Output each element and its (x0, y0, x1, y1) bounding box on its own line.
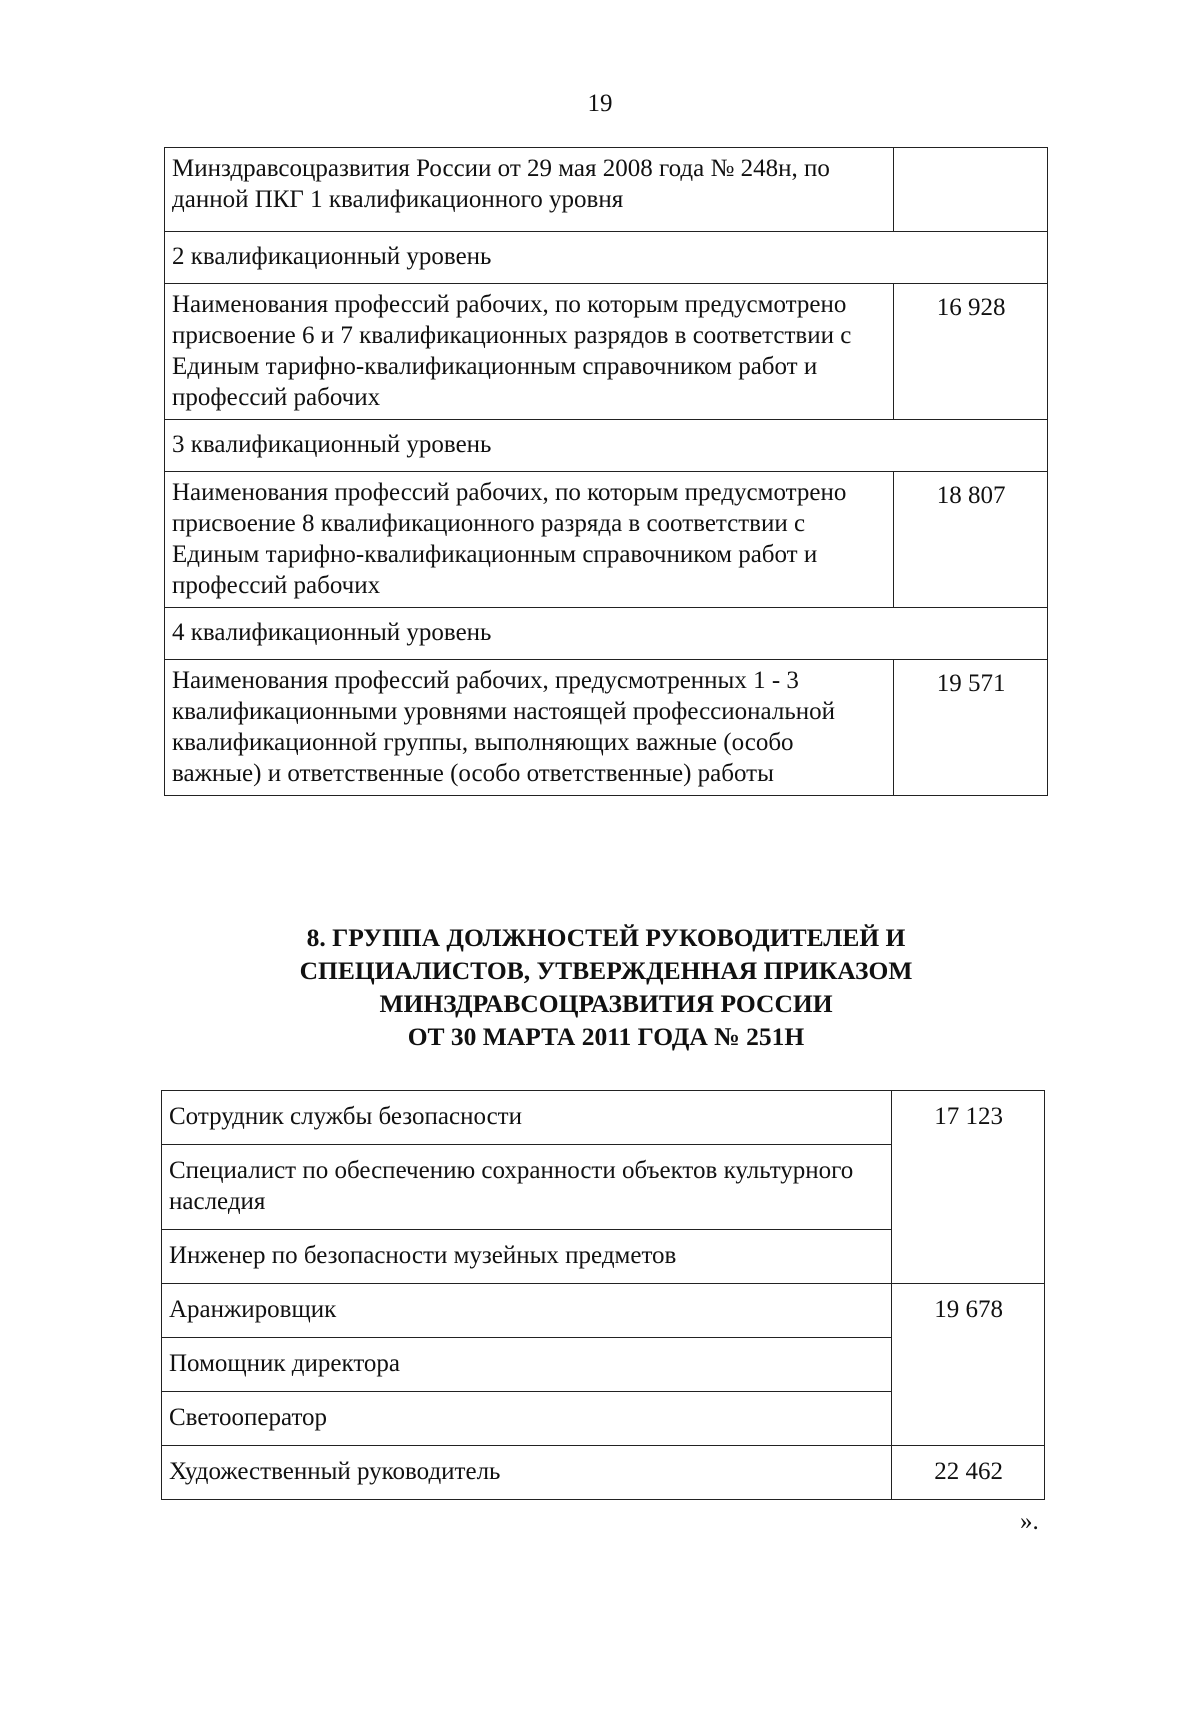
position-cell: Наименования профессий рабочих, по которым предусмотрено присвоение 6 и 7 квалификационных разрядов в соответствии с Единым тарифно-квалификационным справочником работ и профессий рабочих (165, 284, 894, 420)
table-row (162, 1284, 1045, 1338)
qualification-level-row (165, 232, 1048, 284)
position-cell: Наименования профессий рабочих, по которым предусмотрено присвоение 8 квалификационного разряда в соответствии с Единым тарифно-квалификационным справочником работ и профессий рабочих (165, 472, 894, 608)
qualification-level-row (165, 420, 1048, 472)
salary-table-upper (164, 147, 1048, 796)
closing-quote-mark: ». (1020, 1508, 1039, 1535)
page-number: 19 (587, 90, 613, 117)
salary-cell: 19 571 (894, 660, 1048, 796)
position-cell: Помощник директора (162, 1338, 892, 1392)
salary-cell: 17 123 (892, 1091, 1045, 1284)
salary-table-lower (161, 1090, 1045, 1500)
section-heading-line: СПЕЦИАЛИСТОВ, УТВЕРЖДЕННАЯ ПРИКАЗОМ (299, 956, 913, 985)
qualification-level-label: 2 квалификационный уровень (165, 232, 1048, 284)
table-row (165, 660, 1048, 796)
salary-cell: 16 928 (894, 284, 1048, 420)
qualification-level-row (165, 608, 1048, 660)
salary-cell: 18 807 (894, 472, 1048, 608)
table-row (165, 148, 1048, 232)
position-cell: Специалист по обеспечению сохранности объектов культурного наследия (162, 1145, 892, 1230)
table-row (162, 1091, 1045, 1145)
salary-cell (894, 148, 1048, 232)
position-cell: Светооператор (162, 1392, 892, 1446)
position-cell: Инженер по безопасности музейных предметов (162, 1230, 892, 1284)
salary-cell: 22 462 (892, 1446, 1045, 1500)
table-row (165, 284, 1048, 420)
section-heading-line: МИНЗДРАВСОЦРАЗВИТИЯ РОССИИ (379, 989, 833, 1018)
position-cell: Художественный руководитель (162, 1446, 892, 1500)
section-heading (164, 921, 1048, 1053)
table-row (165, 472, 1048, 608)
qualification-level-label: 3 квалификационный уровень (165, 420, 1048, 472)
salary-cell: 19 678 (892, 1284, 1045, 1446)
section-heading-line: 8. ГРУППА ДОЛЖНОСТЕЙ РУКОВОДИТЕЛЕЙ И (306, 923, 906, 952)
position-cell: Наименования профессий рабочих, предусмотренных 1 - 3 квалификационными уровнями настоящей профессиональной квалификационной группы, выполняющих важные (особо важные) и ответственные (особо ответственные) работы (165, 660, 894, 796)
table-row (162, 1446, 1045, 1500)
position-cell: Аранжировщик (162, 1284, 892, 1338)
position-cell: Минздравсоцразвития России от 29 мая 2008 года № 248н, по данной ПКГ 1 квалификационного уровня (165, 148, 894, 232)
position-cell: Сотрудник службы безопасности (162, 1091, 892, 1145)
section-heading-line: ОТ 30 МАРТА 2011 ГОДА № 251Н (407, 1022, 805, 1051)
qualification-level-label: 4 квалификационный уровень (165, 608, 1048, 660)
